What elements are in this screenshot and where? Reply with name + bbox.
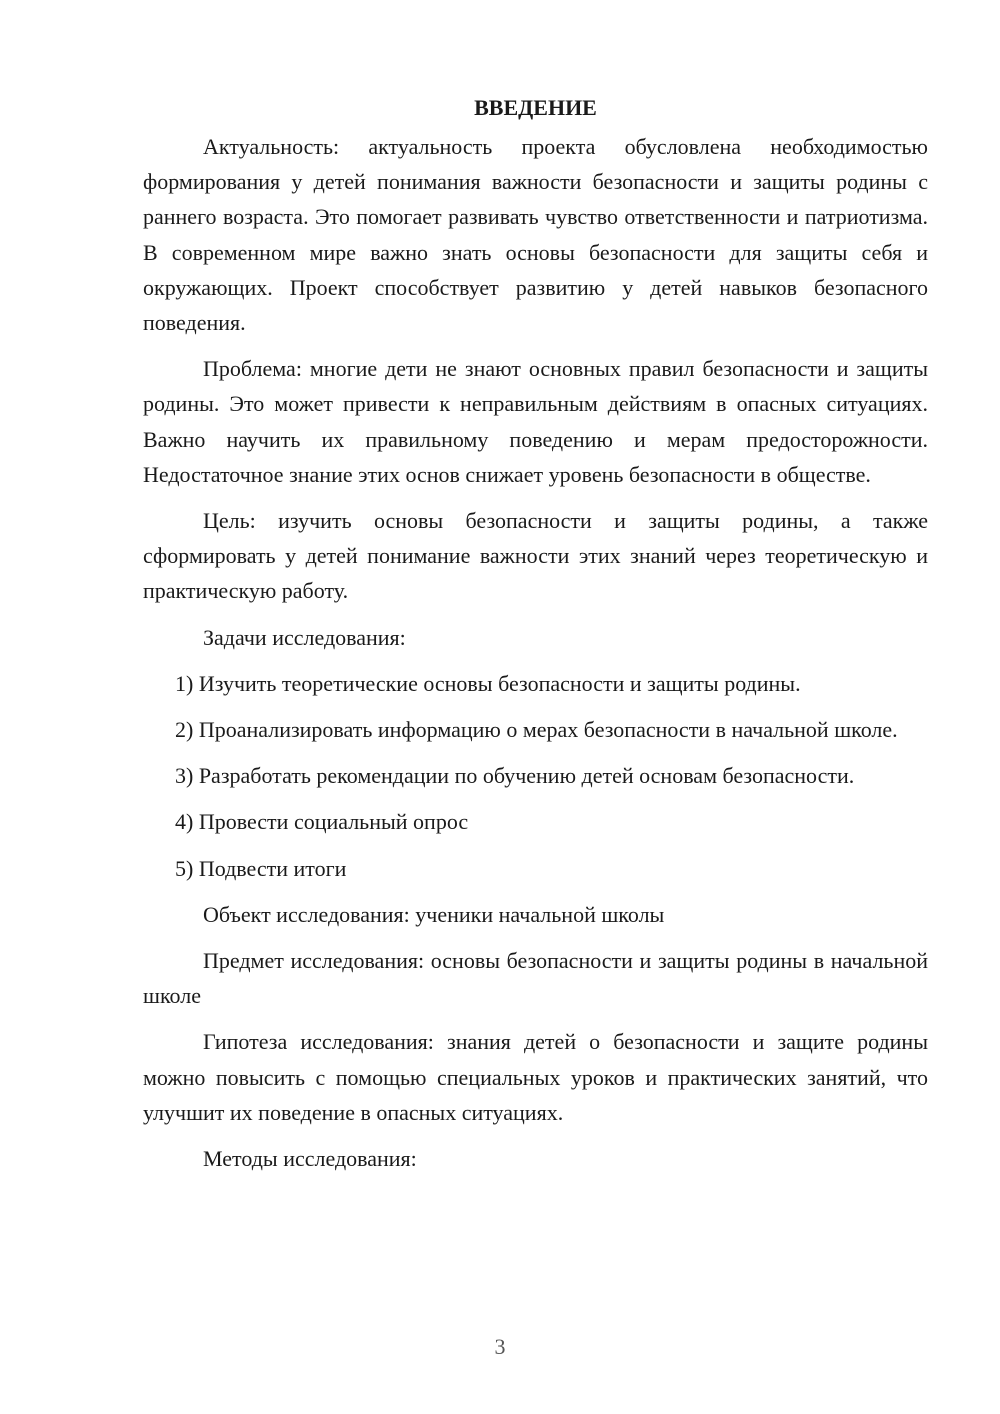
task-item-1: 1) Изучить теоретические основы безопасности и защиты родины. bbox=[175, 670, 801, 696]
page-number: 3 bbox=[494, 1334, 506, 1359]
methods-heading: Методы исследования: bbox=[203, 1146, 417, 1172]
paragraph-relevance: Актуальность: актуальность проекта обусловлена необходимостью формирования у детей понимания важности безопасности и защиты родины с раннего возраста. Это помогает развивать чувство ответственности и патриотизма. В современном мире важно знать основы безопасности для защиты себя и окружающих. Проект способствует развитию у детей навыков безопасного поведения. bbox=[143, 134, 928, 336]
task-item-2: 2) Проанализировать информацию о мерах безопасности в начальной школе. bbox=[175, 717, 898, 743]
paragraph-subject: Предмет исследования: основы безопасности и защиты родины в начальной школе bbox=[143, 948, 928, 1009]
tasks-heading: Задачи исследования: bbox=[203, 624, 406, 650]
paragraph-problem: Проблема: многие дети не знают основных правил безопасности и защиты родины. Это может привести к неправильным действиям в опасных ситуациях. Важно научить их правильному поведению и мерам предосторожности. Недостаточное знание этих основ снижает уровень безопасности в обществе. bbox=[143, 356, 928, 487]
task-item-4: 4) Провести социальный опрос bbox=[175, 809, 469, 835]
section-title: ВВЕДЕНИЕ bbox=[474, 95, 597, 120]
document-page bbox=[143, 90, 928, 1187]
task-item-5: 5) Подвести итоги bbox=[175, 855, 347, 881]
task-item-3: 3) Разработать рекомендации по обучению детей основам безопасности. bbox=[175, 763, 855, 789]
paragraph-hypothesis: Гипотеза исследования: знания детей о безопасности и защите родины можно повысить с помощью специальных уроков и практических занятий, что улучшит их поведение в опасных ситуациях. bbox=[143, 1029, 928, 1125]
paragraph-goal: Цель: изучить основы безопасности и защиты родины, а также сформировать у детей понимание важности этих знаний через теоретическую и практическую работу. bbox=[143, 508, 928, 604]
paragraph-object: Объект исследования: ученики начальной школы bbox=[203, 901, 665, 927]
